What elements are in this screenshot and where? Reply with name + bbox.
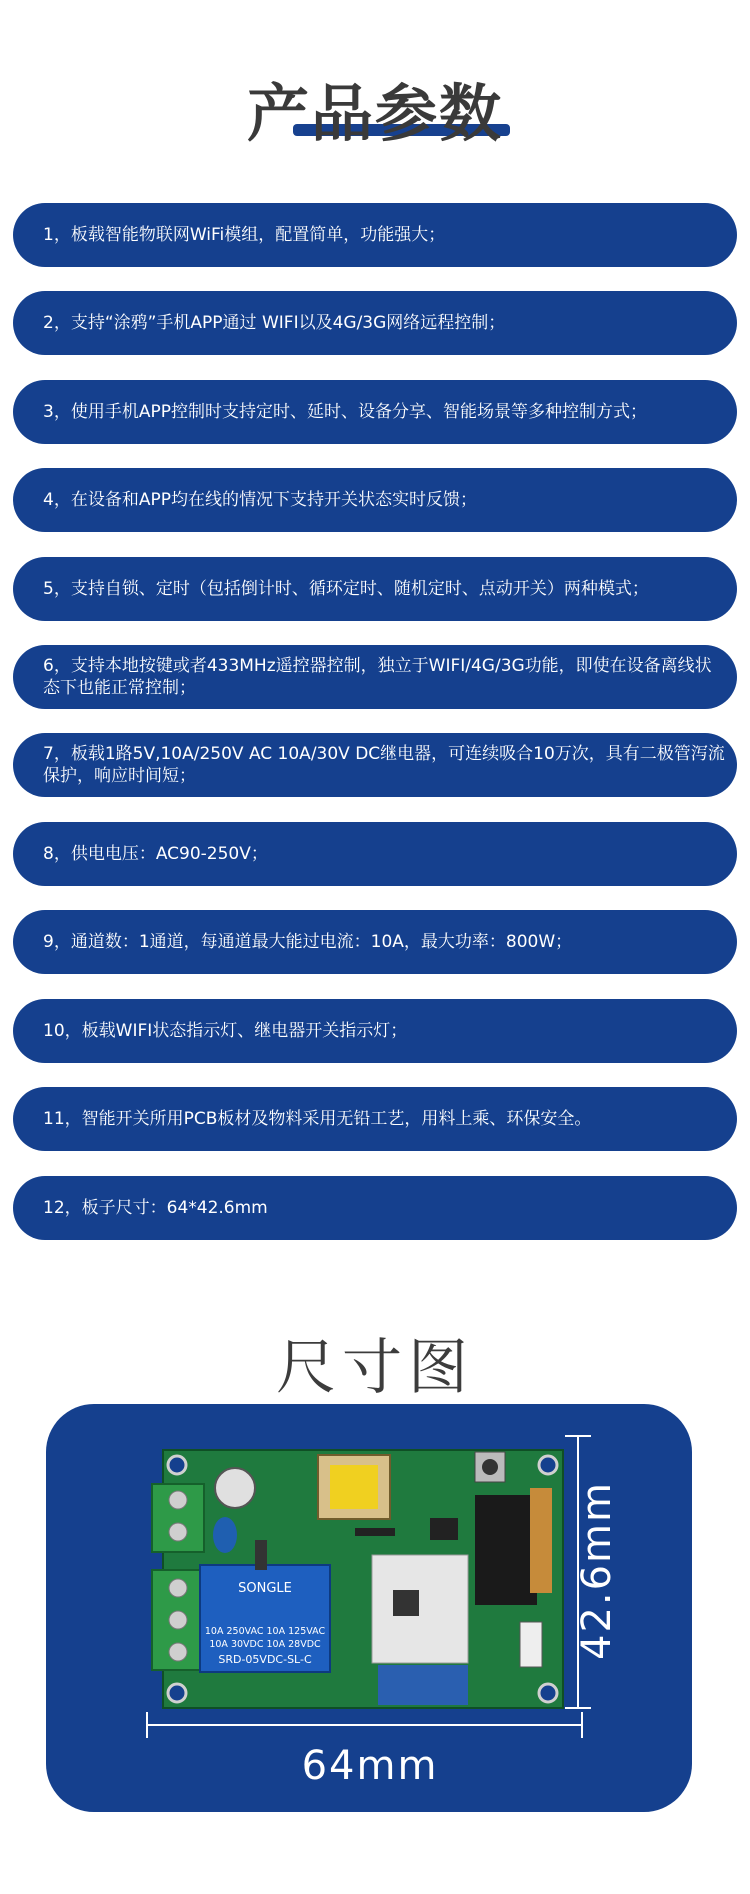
title-block [0,58,750,148]
page-title: 产品参数 [246,77,503,150]
mount-hole [539,1456,557,1474]
param-text: 7，板载1路5V,10A/250V AC 10A/30V DC继电器，可连续吸合10万次，具有二极管泻流保护，响应时间短； [43,744,725,786]
mount-hole [168,1456,186,1474]
dimension-title: 尺寸图 [276,1333,474,1403]
width-label: 64mm [301,1743,439,1789]
relay-rating: 10A 30VDC 10A 28VDC [209,1639,321,1650]
param-text: 4，在设备和APP均在线的情况下支持开关状态实时反馈； [43,490,477,510]
varistor [213,1517,237,1553]
module-base [378,1665,468,1705]
relay-brand: SONGLE [238,1581,292,1596]
led-block [520,1622,542,1667]
param-text: 1，板载智能物联网WiFi模组，配置简单，功能强大； [43,225,446,245]
wifi-module [372,1555,468,1663]
param-text: 8，供电电压：AC90-250V； [43,844,268,864]
mount-hole [168,1684,186,1702]
param-text: 11，智能开关所用PCB板材及物料采用无铅工艺，用料上乘、环保安全。 [43,1109,592,1129]
param-text: 10，板载WIFI状态指示灯、继电器开关指示灯； [43,1021,408,1041]
relay-model: SRD-05VDC-SL-C [218,1653,312,1666]
param-text: 12，板子尺寸：64*42.6mm [43,1198,268,1218]
param-text: 6，支持本地按键或者433MHz遥控器控制，独立于WIFI/4G/3G功能，即使在设备离线状态下也能正常控制； [43,656,712,698]
mount-hole [539,1684,557,1702]
param-text: 5，支持自锁、定时（包括倒计时、循环定时、随机定时、点动开关）两种模式； [43,579,649,599]
param-text: 2，支持“涂鸦”手机APP通过 WIFI以及4G/3G网络远程控制； [43,313,506,333]
param-text: 9，通道数：1通道，每通道最大能过电流：10A，最大功率：800W； [43,932,573,952]
param-text: 3，使用手机APP控制时支持定时、延时、设备分享、智能场景等多种控制方式； [43,402,647,422]
capacitor [215,1468,255,1508]
antenna [530,1488,552,1593]
height-label: 42.6mm [574,1481,620,1660]
chip [430,1518,458,1540]
relay-rating: 10A 250VAC 10A 125VAC [204,1626,326,1637]
rf-coil [475,1495,537,1605]
